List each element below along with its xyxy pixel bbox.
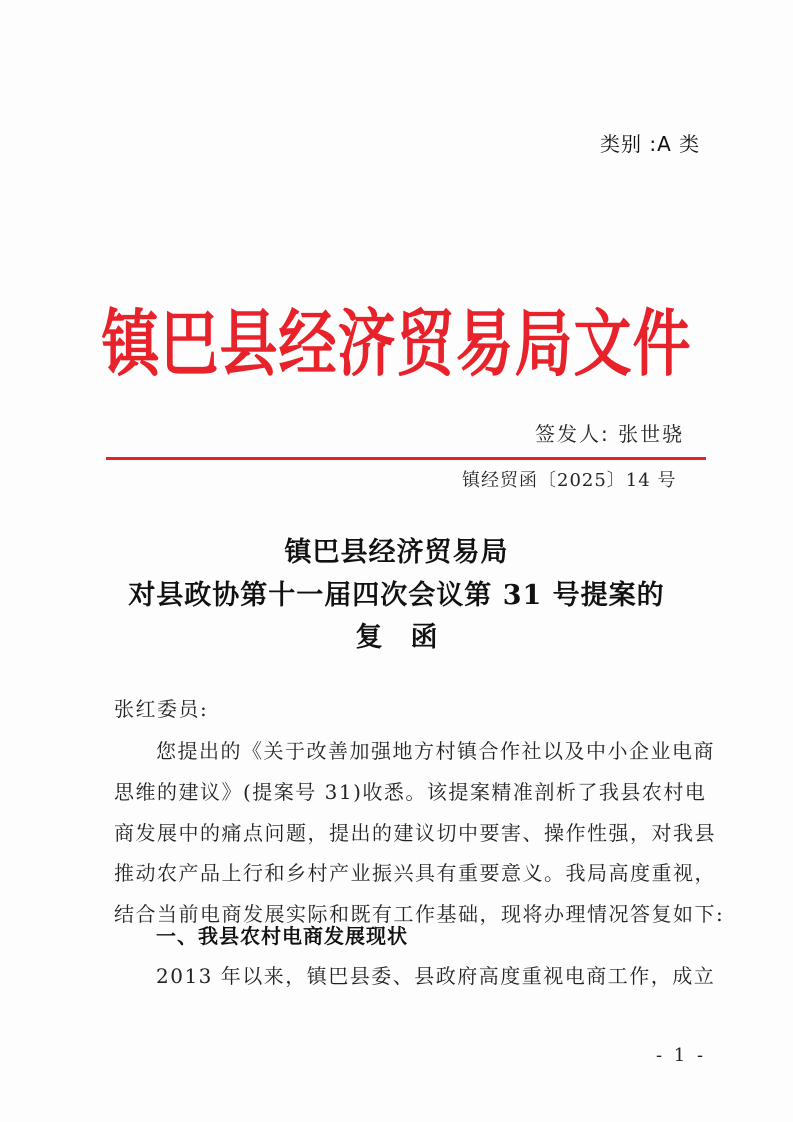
document-title-line-2: 对县政协第十一届四次会议第 31 号提案的 [128,580,665,611]
paragraph-line: 结合当前电商发展实际和既有工作基础，现将办理情况答复如下: [114,902,725,926]
paragraph-line: 2013 年以来，镇巴县委、县政府高度重视电商工作，成立 [156,964,716,988]
red-divider-line [106,457,706,460]
document-title-line-3: 复函 [355,622,466,653]
paragraph-line: 您提出的《关于改善加强地方村镇合作社以及中小企业电商 [156,739,715,763]
signer-line: 签发人: 张世骁 [535,422,685,446]
section-heading: 一、我县农村电商发展现状 [156,924,408,948]
issuer-red-header: 镇巴县经济贸易局文件 [101,301,692,387]
document-number: 镇经贸函〔2025〕14 号 [462,470,677,491]
document-title-line-1: 镇巴县经济贸易局 [284,537,509,568]
category-label: 类别 :A 类 [600,132,701,156]
salutation: 张红委员: [114,697,209,721]
paragraph-line: 推动农产品上行和乡村产业振兴具有重要意义。我局高度重视， [114,861,716,885]
paragraph-line: 商发展中的痛点问题，提出的建议切中要害、操作性强，对我县 [114,821,716,845]
paragraph-line: 思维的建议》(提案号 31)收悉。该提案精准剖析了我县农村电 [114,780,707,804]
page-number: - 1 - [656,1045,707,1066]
